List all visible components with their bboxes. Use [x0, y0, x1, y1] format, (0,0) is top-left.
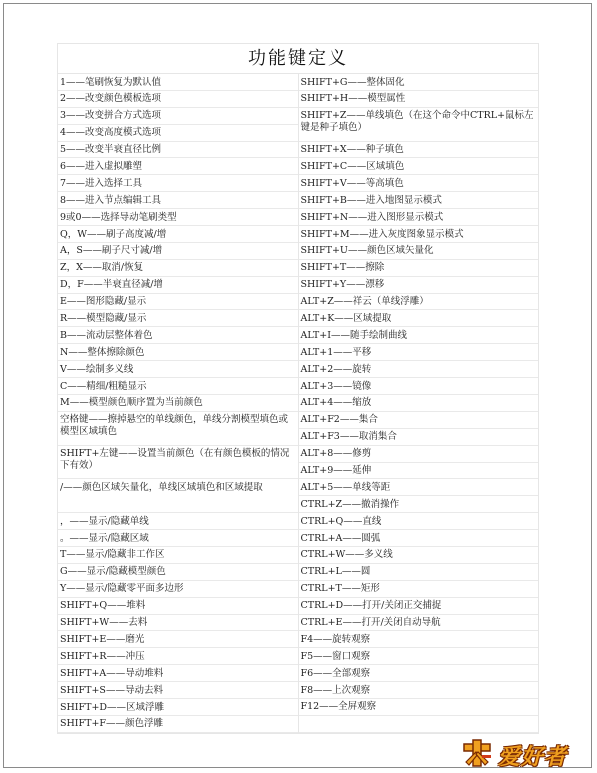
shortcut-row: SHIFT+B——进入地图显示模式 [299, 192, 539, 209]
shortcut-sheet [57, 43, 539, 734]
shortcut-row: C——精细/粗糙显示 [58, 378, 298, 395]
shortcut-row: ALT+2——旋转 [299, 361, 539, 378]
shortcut-row: ALT+Z——祥云（单线浮雕） [299, 294, 539, 311]
shortcut-row: 4——改变高度模式选项 [58, 125, 298, 142]
shortcut-row: SHIFT+S——导动去料 [58, 682, 298, 699]
shortcut-row: Q，W——刷子高度减/增 [58, 226, 298, 243]
shortcut-row: F8——上次观察 [299, 682, 539, 699]
shortcut-row: ALT+4——缩放 [299, 395, 539, 412]
shortcut-row: 1——笔刷恢复为默认值 [58, 74, 298, 91]
shortcut-row: CTRL+W——多义线 [299, 547, 539, 564]
shortcut-row: CTRL+Z——撤消操作 [299, 496, 539, 513]
shortcut-row: 3——改变拼合方式选项 [58, 108, 298, 125]
shortcut-row: ALT+8——修剪 [299, 446, 539, 463]
shortcut-row: ALT+I——随手绘制曲线 [299, 327, 539, 344]
shortcut-row: Z，X——取消/恢复 [58, 260, 298, 277]
shortcut-row: N——整体擦除颜色 [58, 344, 298, 361]
shortcut-row: SHIFT+U——颜色区域矢量化 [299, 243, 539, 260]
right-column [299, 74, 539, 733]
shortcut-table [57, 73, 539, 734]
shortcut-row: SHIFT+N——进入图形显示模式 [299, 209, 539, 226]
carpenter-logo-icon [462, 738, 494, 768]
shortcut-row: 9或0——选择导动笔刷类型 [58, 209, 298, 226]
shortcut-row: D，F——半衰直径减/增 [58, 277, 298, 294]
shortcut-row: ALT+3——镜像 [299, 378, 539, 395]
shortcut-row: 。——显示/隐藏区域 [58, 530, 298, 547]
shortcut-row: R——模型隐藏/显示 [58, 310, 298, 327]
shortcut-row: SHIFT+Y——漂移 [299, 277, 539, 294]
shortcut-row: V——绘制多义线 [58, 361, 298, 378]
shortcut-row: A，S——刷子尺寸减/增 [58, 243, 298, 260]
shortcut-row: 2——改变颜色模板选项 [58, 91, 298, 108]
shortcut-row: SHIFT+C——区域填色 [299, 158, 539, 175]
shortcut-row: SHIFT+X——种子填色 [299, 142, 539, 159]
shortcut-row: SHIFT+M——进入灰度图象显示模式 [299, 226, 539, 243]
shortcut-row: CTRL+D——打开/关闭正交捕捉 [299, 598, 539, 615]
shortcut-row: CTRL+L——圆 [299, 564, 539, 581]
shortcut-row: SHIFT+R——冲压 [58, 648, 298, 665]
shortcut-row: ALT+K——区域提取 [299, 310, 539, 327]
shortcut-row: F4——旋转观察 [299, 631, 539, 648]
shortcut-row: SHIFT+D——区域浮雕 [58, 699, 298, 716]
shortcut-row: SHIFT+E——磨光 [58, 631, 298, 648]
shortcut-row: ALT+1——平移 [299, 344, 539, 361]
shortcut-row: 7——进入选择工具 [58, 175, 298, 192]
shortcut-row: SHIFT+Z——单线填色（在这个命令中CTRL+鼠标左键是种子填色） [299, 108, 539, 142]
shortcut-row: SHIFT+T——擦除 [299, 260, 539, 277]
shortcut-row: 8——进入节点编辑工具 [58, 192, 298, 209]
shortcut-row: G——显示/隐藏模型颜色 [58, 564, 298, 581]
empty-row [299, 716, 539, 733]
shortcut-row: 空格键——擦掉悬空的单线颜色，单线分割模型填色或模型区域填色 [58, 412, 298, 446]
shortcut-row: Y——显示/隐藏零平面多边形 [58, 581, 298, 598]
shortcut-row: T——显示/隐藏非工作区 [58, 547, 298, 564]
shortcut-row: CTRL+T——矩形 [299, 581, 539, 598]
shortcut-row: SHIFT+V——等高填色 [299, 175, 539, 192]
shortcut-row: M——模型颜色顺序置为当前颜色 [58, 395, 298, 412]
shortcut-row: SHIFT+左键——设置当前颜色（在有颜色模板的情况下有效） [58, 446, 298, 480]
shortcut-row: F5——窗口观察 [299, 648, 539, 665]
shortcut-row: /——颜色区域矢量化，单线区域填色和区域提取 [58, 479, 298, 513]
shortcut-row: SHIFT+W——去料 [58, 615, 298, 632]
shortcut-row: B——流动层整体着色 [58, 327, 298, 344]
shortcut-row: SHIFT+G——整体固化 [299, 74, 539, 91]
shortcut-row: SHIFT+Q——堆料 [58, 598, 298, 615]
shortcut-row: F12——全屏观察 [299, 699, 539, 716]
shortcut-row: CTRL+Q——直线 [299, 513, 539, 530]
shortcut-row: 5——改变半衰直径比例 [58, 142, 298, 159]
shortcut-row: ALT+5——单线等距 [299, 479, 539, 496]
shortcut-row: ALT+9——延伸 [299, 463, 539, 480]
shortcut-row: SHIFT+H——模型属性 [299, 91, 539, 108]
shortcut-row: ALT+F3——取消集合 [299, 429, 539, 446]
shortcut-row: CTRL+A——圆弧 [299, 530, 539, 547]
mugong-logo [462, 738, 582, 768]
left-column [58, 74, 299, 733]
shortcut-row: F6——全部观察 [299, 665, 539, 682]
page-title: 功能键定义 [57, 43, 539, 73]
shortcut-row: SHIFT+F——颜色浮雕 [58, 716, 298, 733]
shortcut-row: ALT+F2——集合 [299, 412, 539, 429]
shortcut-row: E——图形隐藏/显示 [58, 294, 298, 311]
logo-text: 爱好者 [498, 745, 568, 770]
shortcut-row: 6——进入虚拟雕塑 [58, 158, 298, 175]
shortcut-row: CTRL+E——打开/关闭自动导航 [299, 615, 539, 632]
shortcut-row: ，——显示/隐藏单线 [58, 513, 298, 530]
shortcut-row: SHIFT+A——导动堆料 [58, 665, 298, 682]
